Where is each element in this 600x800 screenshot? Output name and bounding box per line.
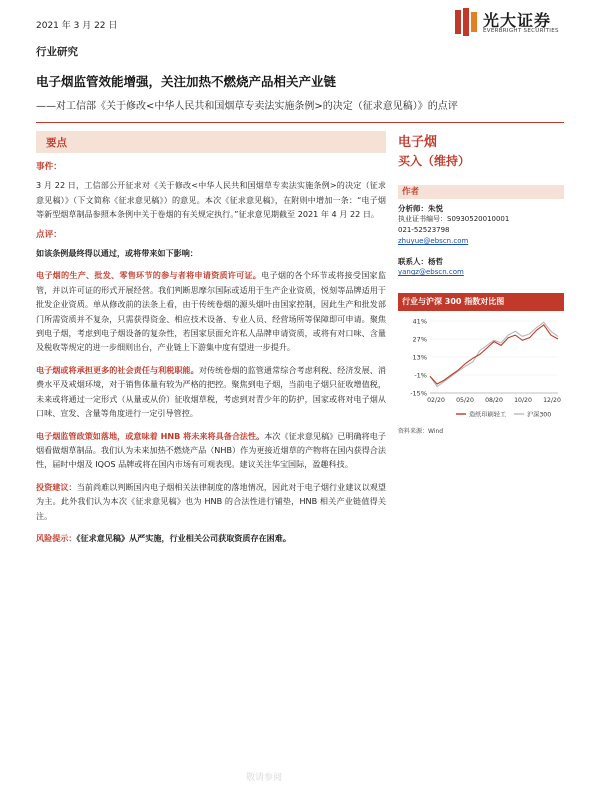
legend-label: 造纸印刷轻工 [469, 411, 507, 419]
event-heading: 事件： [36, 162, 62, 172]
investment-heading: 投资建议： [36, 481, 77, 492]
x-tick-label: 08/20 [485, 397, 503, 404]
analyst-phone: 021-52523798 [398, 226, 450, 234]
author-heading: 作者 [398, 185, 564, 199]
y-tick-label: -1% [414, 371, 427, 380]
logo-mark-icon [455, 8, 477, 36]
company-logo [455, 6, 590, 40]
legend-label: 沪深300 [527, 411, 552, 419]
title-rule [36, 122, 564, 123]
key-points-title: 要点 [46, 137, 67, 149]
section-label: 行业研究 [36, 46, 78, 58]
investment-advice [36, 480, 386, 523]
paragraph-2 [36, 363, 386, 421]
y-tick-label: 27% [412, 335, 427, 344]
analyst-email-link[interactable]: zhuyue@ebscn.com [398, 237, 469, 245]
report-subtitle: ——对工信部《关于修改<中华人民共和国烟草专卖法实施条例>的决定（征求意见稿）》的点评 [36, 101, 458, 112]
x-tick-label: 02/20 [427, 397, 445, 404]
y-tick-label: 41% [412, 317, 427, 326]
paragraph-3 [36, 429, 386, 472]
paragraph-3-highlight: 电子烟监管政策如落地，或意味着 HNB 将未来将具备合法性。 [36, 430, 265, 441]
paragraph-1-highlight: 电子烟的生产、批发、零售环节的参与者将申请资质许可证。 [36, 270, 262, 281]
comparison-chart [398, 313, 564, 423]
chart-title-bar: 行业与沪深 300 指数对比图 [398, 293, 564, 311]
chart-source: 资料来源：Wind [398, 428, 444, 435]
paragraph-3-text: 本次《征求意见稿》已明确将电子烟看做烟草制品。我们认为未来加热不燃烧产品（NHB）作为更接近烟草的产物将在国内获得合法性，届时中烟及 IQOS 品牌或将在国内市场有可观表现。建议关注华宝国际，盈趣科技。 [36, 430, 386, 470]
investment-text: 当前尚难以判断国内电子烟相关法律制度的落地情况，因此对于电子烟行业建议以观望为主。此外我们认为本次《征求意见稿》也为 HNB 的合法性进行铺垫，HNB 相关产业链值得关注。 [36, 481, 386, 521]
industry-category: 电子烟 [398, 135, 438, 150]
paragraph-1-text: 电子烟的各个环节或将接受国家监管，并以许可证的形式开展经营。我们判断思摩尔国际或适用于生产企业资质，悦刻等品牌适用于批发企业资质。单从修改前的法条上看，由于传统卷烟的源头烟叶由国家控制，因此生产和批发部门所需资质并不复杂，只需获得资金、相应技术设备、专业人员、经营场所等保障即可申请。聚焦到电子烟，考虑到电子烟设备的复杂性，若国家层面允许私人品牌申请资质，或将有对口味、含量及税收等规定的进一步细则出台，产业链上下游集中度有望进一步提升。 [36, 270, 386, 353]
cert-number: 执业证书编号：S0930520010001 [398, 215, 510, 223]
paragraph-2-highlight: 电子烟或将承担更多的社会责任与利税职能。 [36, 364, 199, 375]
x-tick-label: 05/20 [456, 397, 474, 404]
risk-heading: 风险提示： [36, 532, 77, 543]
paragraph-2-text: 对传统卷烟的监管通常综合考虑利税、经济发展、消费水平及戒烟环境，对于销售体量有较为严格的把控。聚焦到电子烟，当前电子烟只征收增值税，未来或将通过一定形式（从量或从价）征收烟草税，考虑到对青少年的防护，国家或将对电子烟从口味、宣发、含量等角度进行一定引导管控。 [36, 364, 386, 419]
risk-text: 《征求意见稿》从严实施，行业相关公司获取资质存在困难。 [76, 532, 291, 543]
event-text: 3 月 22 日，工信部公开征求对《关于修改<中华人民共和国烟草专卖法实施条例>的决定（征求意见稿）》（下文简称《征求意见稿》）的意见。本次《征求意见稿》，在附则中增加一条：“电子烟等新型烟草制品参照本条例中关于卷烟的有关规定执行。”征求意见期截至 2021 年 4 月 22 日。 [36, 180, 386, 220]
contact-email-link[interactable]: yangz@ebscn.com [398, 268, 464, 276]
sidebar [398, 131, 564, 278]
comment-heading: 点评： [36, 229, 62, 240]
report-title: 电子烟监管效能增强，关注加热不燃烧产品相关产业链 [36, 74, 337, 89]
intro-text: 如该条例最终得以通过，或将带来如下影响： [36, 248, 198, 259]
paragraph-1 [36, 268, 386, 354]
contact-name: 联系人：杨哲 [398, 257, 443, 266]
main-column [36, 158, 386, 545]
key-points-bar [36, 131, 386, 153]
rating: 买入（维持） [398, 154, 471, 168]
report-date: 2021 年 3 月 22 日 [36, 21, 118, 31]
x-tick-label: 12/20 [543, 397, 561, 404]
analyst-name: 分析师：朱悦 [398, 204, 443, 213]
y-tick-label: -15% [410, 389, 427, 398]
x-tick-label: 10/20 [514, 397, 532, 404]
risk-warning [36, 531, 386, 545]
logo-text-en: EVERBRIGHT SECURITIES [483, 28, 559, 34]
chart-svg [398, 313, 564, 423]
y-tick-label: 13% [412, 353, 427, 362]
logo-text-cn: 光大证券 [483, 11, 552, 30]
footer-faint-text: 敬请参阅 [246, 773, 283, 783]
